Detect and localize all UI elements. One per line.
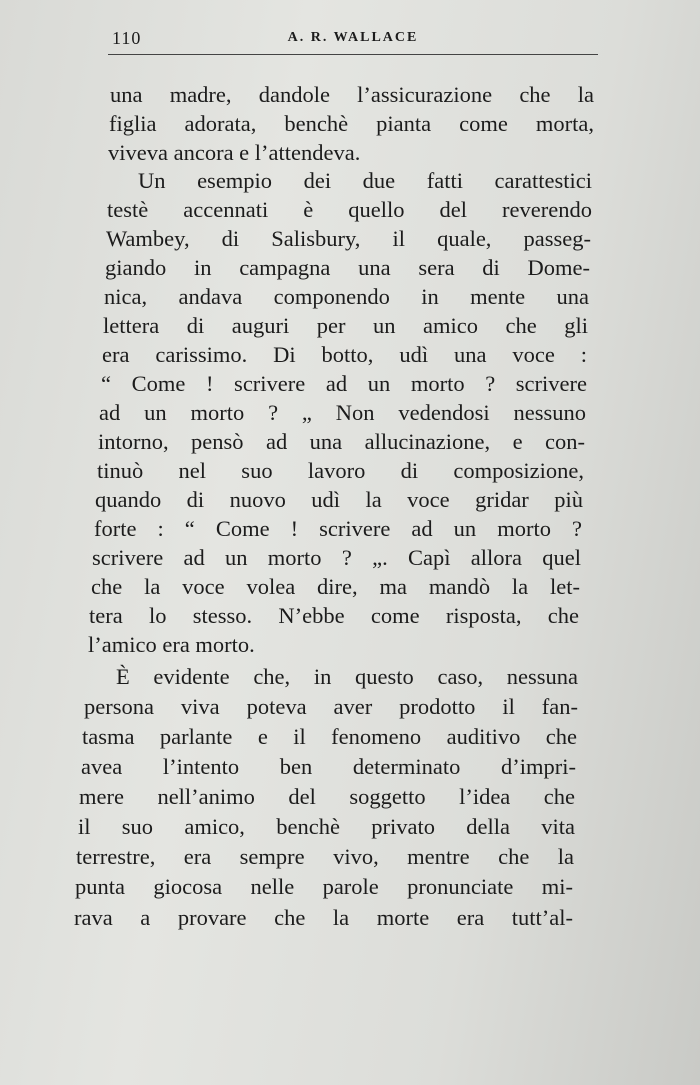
text-line: nica, andava componendo in mente una <box>104 284 589 309</box>
text-line: terrestre, era sempre vivo, mentre che la <box>76 844 574 869</box>
text-line: persona viva poteva aver prodotto il fan- <box>84 694 578 719</box>
text-line: l’amico era morto. <box>88 632 255 657</box>
text-line: mere nell’animo del soggetto l’idea che <box>79 784 575 809</box>
page-number: 110 <box>112 28 142 48</box>
text-line: scrivere ad un morto ? „. Capì allora quel <box>92 545 581 570</box>
text-line: rava a provare che la morte era tutt’al- <box>74 905 573 930</box>
text-line: figlia adorata, benchè pianta come morta, <box>109 111 594 136</box>
text-line: Un esempio dei due fatti carattestici <box>138 168 592 193</box>
text-line: testè accennati è quello del reverendo <box>107 197 592 222</box>
text-line: quando di nuovo udì la voce gridar più <box>95 487 583 512</box>
text-line: ad un morto ? „ Non vedendosi nessuno <box>99 400 586 425</box>
text-line: punta giocosa nelle parole pronunciate mi- <box>75 874 573 899</box>
text-line: tera lo stesso. N’ebbe come risposta, che <box>89 603 579 628</box>
text-line: giando in campagna una sera di Dome- <box>105 255 590 280</box>
text-line: tinuò nel suo lavoro di composizione, <box>97 458 584 483</box>
text-line: È evidente che, in questo caso, nessuna <box>116 664 578 689</box>
text-line: era carissimo. Di botto, udì una voce : <box>102 342 587 367</box>
text-line: “ Come ! scrivere ad un morto ? scrivere <box>101 371 587 396</box>
text-line: forte : “ Come ! scrivere ad un morto ? <box>94 516 582 541</box>
text-line: lettera di auguri per un amico che gli <box>103 313 588 338</box>
text-line: una madre, dandole l’assicurazione che la <box>110 82 594 107</box>
text-line: avea l’intento ben determinato d’impri- <box>81 754 576 779</box>
text-line: Wambey, di Salisbury, il quale, passeg- <box>106 226 591 251</box>
text-line: che la voce volea dire, ma mandò la let- <box>91 574 580 599</box>
text-line: intorno, pensò ad una allucinazione, e con- <box>98 429 585 454</box>
running-head: A. R. WALLACE <box>287 30 419 45</box>
text-line: tasma parlante e il fenomeno auditivo che <box>82 724 577 749</box>
page-header <box>108 26 598 55</box>
text-line: il suo amico, benchè privato della vita <box>78 814 575 839</box>
text-line: viveva ancora e l’attendeva. <box>108 140 361 165</box>
